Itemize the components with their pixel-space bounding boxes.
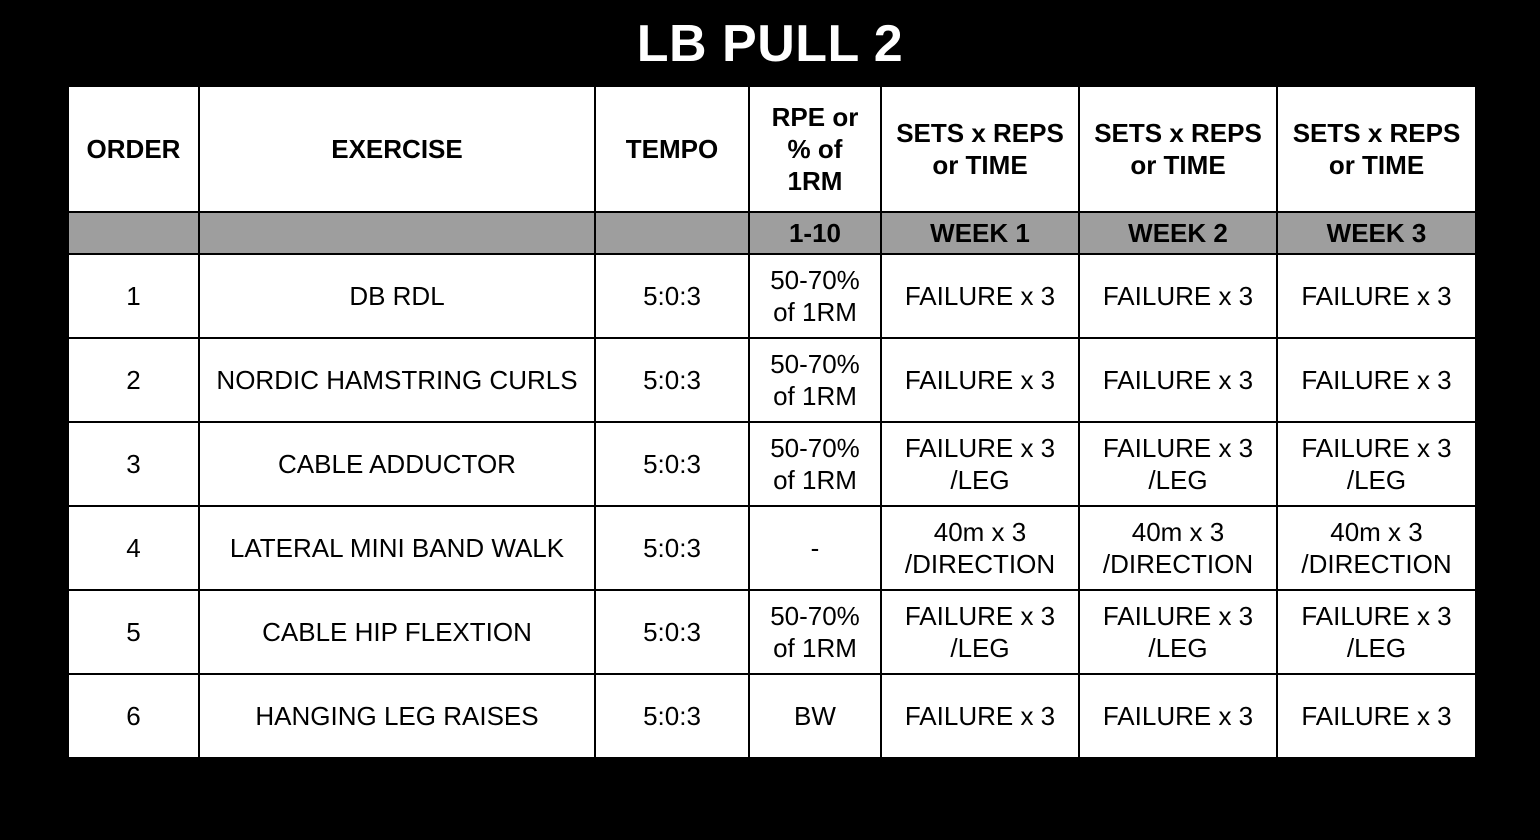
cell-week3: FAILURE x 3 [1277, 254, 1476, 338]
cell-rpe: 50-70% of 1RM [749, 338, 881, 422]
cell-rpe: 50-70% of 1RM [749, 254, 881, 338]
cell-exercise: CABLE HIP FLEXTION [199, 590, 595, 674]
cell-week1: FAILURE x 3 /LEG [881, 422, 1079, 506]
cell-week2: FAILURE x 3 /LEG [1079, 590, 1277, 674]
table-row [68, 338, 1476, 422]
cell-rpe: 50-70% of 1RM [749, 590, 881, 674]
cell-exercise: NORDIC HAMSTRING CURLS [199, 338, 595, 422]
cell-tempo: 5:0:3 [595, 422, 749, 506]
subheader-order [68, 212, 199, 254]
cell-exercise: CABLE ADDUCTOR [199, 422, 595, 506]
table-row [68, 590, 1476, 674]
subheader-rpe-scale: 1-10 [749, 212, 881, 254]
subheader-week3: WEEK 3 [1277, 212, 1476, 254]
header-week2: SETS x REPS or TIME [1079, 86, 1277, 212]
cell-week1: FAILURE x 3 [881, 338, 1079, 422]
cell-week2: FAILURE x 3 [1079, 674, 1277, 758]
cell-rpe: BW [749, 674, 881, 758]
cell-order: 5 [68, 590, 199, 674]
header-tempo: TEMPO [595, 86, 749, 212]
cell-tempo: 5:0:3 [595, 590, 749, 674]
subheader-row [68, 212, 1476, 254]
cell-tempo: 5:0:3 [595, 506, 749, 590]
cell-week3: FAILURE x 3 /LEG [1277, 422, 1476, 506]
cell-week3: 40m x 3 /DIRECTION [1277, 506, 1476, 590]
table-row [68, 422, 1476, 506]
subheader-week1: WEEK 1 [881, 212, 1079, 254]
page-title: LB PULL 2 [636, 15, 904, 73]
cell-week1: 40m x 3 /DIRECTION [881, 506, 1079, 590]
header-week3: SETS x REPS or TIME [1277, 86, 1476, 212]
subheader-tempo [595, 212, 749, 254]
cell-rpe: 50-70% of 1RM [749, 422, 881, 506]
header-week1: SETS x REPS or TIME [881, 86, 1079, 212]
cell-rpe: - [749, 506, 881, 590]
cell-order: 3 [68, 422, 199, 506]
header-order: ORDER [68, 86, 199, 212]
cell-tempo: 5:0:3 [595, 254, 749, 338]
header-row [68, 86, 1476, 212]
cell-week3: FAILURE x 3 [1277, 338, 1476, 422]
cell-week3: FAILURE x 3 /LEG [1277, 590, 1476, 674]
cell-exercise: HANGING LEG RAISES [199, 674, 595, 758]
cell-week2: FAILURE x 3 [1079, 338, 1277, 422]
cell-week3: FAILURE x 3 [1277, 674, 1476, 758]
header-rpe: RPE or % of 1RM [749, 86, 881, 212]
cell-week2: FAILURE x 3 /LEG [1079, 422, 1277, 506]
cell-week2: FAILURE x 3 [1079, 254, 1277, 338]
cell-week1: FAILURE x 3 [881, 254, 1079, 338]
cell-order: 2 [68, 338, 199, 422]
table-row [68, 506, 1476, 590]
table-row [68, 254, 1476, 338]
cell-order: 4 [68, 506, 199, 590]
cell-week1: FAILURE x 3 /LEG [881, 590, 1079, 674]
cell-exercise: LATERAL MINI BAND WALK [199, 506, 595, 590]
header-exercise: EXERCISE [199, 86, 595, 212]
cell-order: 1 [68, 254, 199, 338]
table-row [68, 674, 1476, 758]
cell-tempo: 5:0:3 [595, 674, 749, 758]
cell-exercise: DB RDL [199, 254, 595, 338]
cell-week2: 40m x 3 /DIRECTION [1079, 506, 1277, 590]
subheader-week2: WEEK 2 [1079, 212, 1277, 254]
workout-table [67, 85, 1477, 759]
cell-tempo: 5:0:3 [595, 338, 749, 422]
cell-order: 6 [68, 674, 199, 758]
cell-week1: FAILURE x 3 [881, 674, 1079, 758]
subheader-exercise [199, 212, 595, 254]
